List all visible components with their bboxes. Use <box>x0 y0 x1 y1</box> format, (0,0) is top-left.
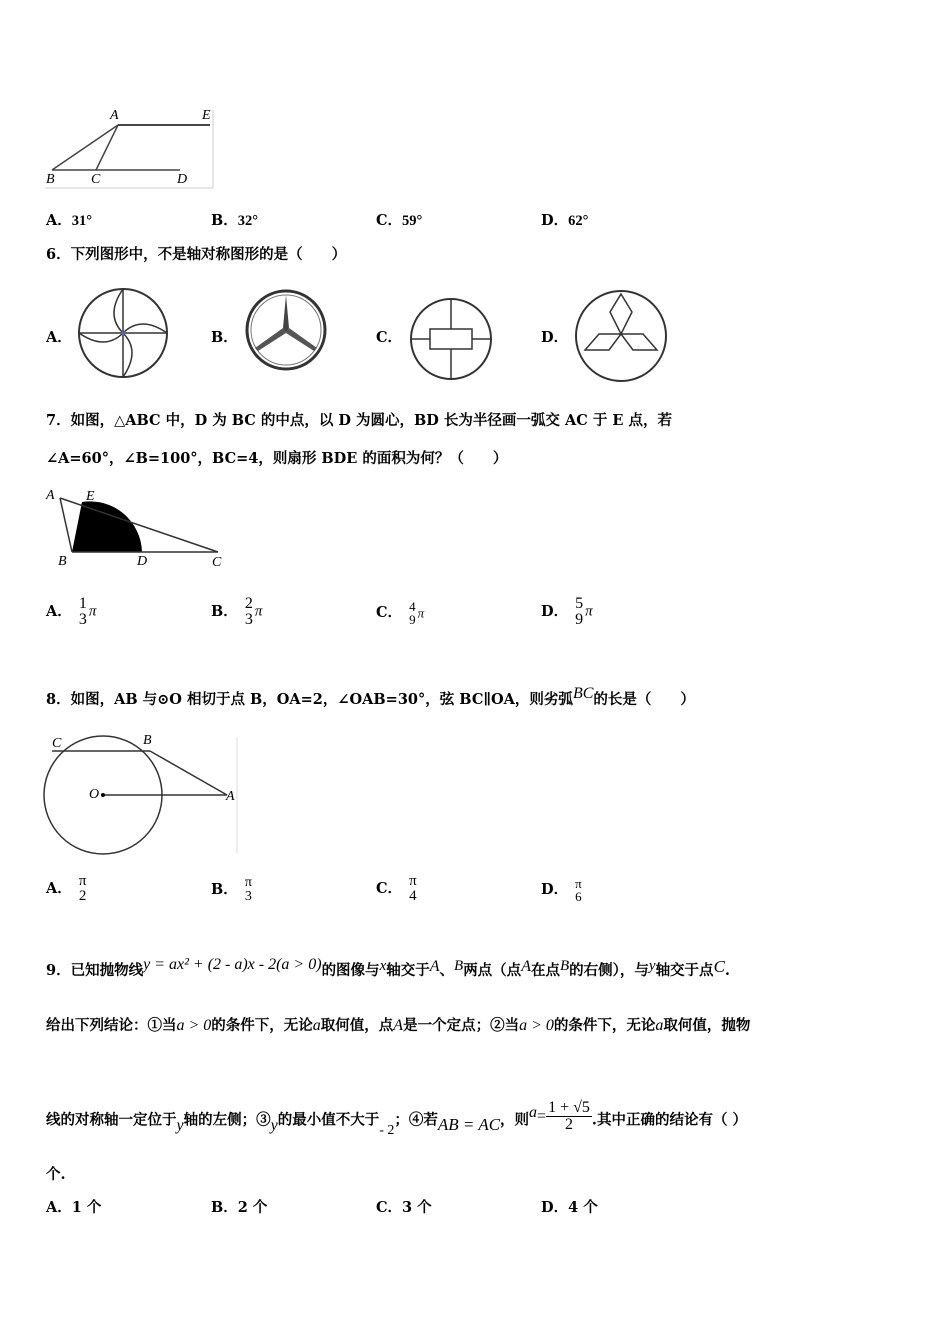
math-var: y <box>648 958 656 974</box>
q5-label-b: B <box>46 172 55 187</box>
fraction <box>243 876 254 904</box>
fraction <box>573 877 584 903</box>
q7-label-e: E <box>86 489 95 504</box>
option-text: 3 个 <box>402 1199 432 1216</box>
math-var: x <box>379 958 387 974</box>
q7-option-d[interactable] <box>541 596 593 628</box>
q6-figure-a-pinwheel[interactable] <box>75 285 171 381</box>
q7-label-b: B <box>58 554 67 569</box>
option-letter: D． <box>541 1199 569 1216</box>
option-text: 62° <box>568 213 589 229</box>
option-text: 1 个 <box>71 1199 102 1216</box>
option-letter: A． <box>46 602 72 620</box>
text: .其中正确的结论有（ ） <box>591 1111 747 1129</box>
frac-num: π <box>244 875 252 890</box>
fraction <box>77 596 89 628</box>
math-expr: - 2 <box>379 1122 395 1138</box>
q9-option-d[interactable] <box>541 1201 598 1216</box>
fraction <box>546 1100 592 1133</box>
option-letter: B． <box>211 880 238 898</box>
q7-option-a[interactable] <box>46 596 96 628</box>
text: ，则 <box>500 1111 530 1129</box>
q6-figure-b-star[interactable] <box>244 288 328 372</box>
q9-line4: 个. <box>46 1166 66 1183</box>
q6-figure-c-circle-rect[interactable] <box>408 296 494 382</box>
text: 、 <box>439 962 455 979</box>
q5-label-c: C <box>91 172 101 187</box>
option-letter: D． <box>541 880 569 898</box>
q5-option-c[interactable] <box>376 214 422 229</box>
option-letter: C． <box>376 1199 403 1216</box>
q8-arc-bc: BC <box>572 685 594 702</box>
pi-symbol: π <box>417 605 425 621</box>
frac-den: 3 <box>244 889 252 904</box>
math-var: y <box>176 1116 184 1134</box>
q6-stem: 6．下列图形中，不是轴对称图形的是（ ） <box>46 246 347 263</box>
fraction <box>407 600 418 626</box>
q7-stem-line1: 7．如图，△ABC 中，D 为 BC 的中点，以 D 为圆心，BD 长为半径画一弧交 AC 于 E 点，若 <box>46 412 672 429</box>
fraction <box>573 596 585 628</box>
option-text: 59° <box>402 213 423 229</box>
q6-option-b-letter[interactable]: B． <box>211 329 238 346</box>
option-letter: D． <box>541 602 569 620</box>
math-var: A <box>521 958 531 975</box>
text: 取何值，点 <box>320 1017 394 1034</box>
text: 给出下列结论：①当 <box>46 1017 177 1034</box>
math-expr: = <box>537 1107 547 1125</box>
frac-den: 2 <box>564 1116 573 1133</box>
option-letter: B． <box>211 1199 238 1216</box>
q6-option-d-letter[interactable]: D． <box>541 329 569 346</box>
q6-option-c-letter[interactable]: C． <box>376 329 403 346</box>
fraction <box>77 874 89 904</box>
text: 轴交于点 <box>655 962 714 979</box>
option-text: 4 个 <box>568 1199 598 1216</box>
q9-line2 <box>46 1018 750 1034</box>
text: 取何值，抛物 <box>663 1017 751 1034</box>
option-letter: D． <box>541 212 569 229</box>
option-letter: A． <box>46 879 72 897</box>
q8-label-o: O <box>89 787 100 802</box>
q9-line3 <box>46 1099 747 1138</box>
text: . <box>724 962 730 979</box>
option-text: 2 个 <box>237 1199 268 1216</box>
option-letter: C． <box>376 879 403 897</box>
frac-den: 3 <box>244 611 253 628</box>
frac-den: 6 <box>575 889 582 904</box>
q8-option-d[interactable] <box>541 877 584 903</box>
math-expr: a > 0 <box>176 1017 212 1034</box>
q8-option-c[interactable] <box>376 874 419 904</box>
math-var: a <box>655 1017 664 1034</box>
q5-option-b[interactable] <box>211 214 258 229</box>
text: 在点 <box>530 962 560 979</box>
option-letter: A． <box>46 212 72 229</box>
q6-option-a-letter[interactable]: A． <box>46 329 72 346</box>
text: 两点（点 <box>463 962 522 979</box>
math-var: y <box>270 1116 278 1134</box>
pi-symbol: π <box>88 603 97 620</box>
q7-option-b[interactable] <box>211 596 262 628</box>
math-var: B <box>559 958 570 974</box>
frac-num: 2 <box>244 595 253 612</box>
q9-option-a[interactable] <box>46 1201 101 1216</box>
text: 轴交于 <box>386 962 430 979</box>
pi-symbol: π <box>254 603 263 620</box>
frac-num: π <box>78 873 87 889</box>
q7-label-c: C <box>212 555 222 570</box>
math-var: a <box>312 1017 321 1034</box>
q9-option-c[interactable] <box>376 1201 432 1216</box>
q8-option-b[interactable] <box>211 876 254 904</box>
fraction <box>407 874 419 904</box>
text: 线的对称轴一定位于 <box>46 1111 177 1129</box>
q7-stem-line2: ∠A=60°，∠B=100°，BC=4，则扇形 BDE 的面积为何？（ ） <box>46 450 508 467</box>
q5-label-a: A <box>110 108 119 123</box>
q8-stem <box>46 685 695 708</box>
q9-line1 <box>46 956 730 979</box>
q7-option-c[interactable] <box>376 600 424 626</box>
math-var: C <box>713 957 725 976</box>
option-letter: B． <box>211 602 238 620</box>
option-letter: B． <box>211 212 238 229</box>
q8-label-c: C <box>52 736 62 751</box>
q7-label-a: A <box>46 488 55 503</box>
q5-diagram <box>40 105 220 195</box>
q8-option-a[interactable] <box>46 874 88 904</box>
q8-stem-post: 的长是（ ） <box>593 691 695 708</box>
math-var: a <box>529 1103 538 1121</box>
q8-label-b: B <box>143 733 152 748</box>
pi-symbol: π <box>585 603 593 620</box>
q6-figure-d-diamonds[interactable] <box>573 288 669 384</box>
math-expr: AB = AC <box>437 1114 501 1134</box>
option-letter: A． <box>46 1199 72 1216</box>
q8-label-a: A <box>226 789 235 804</box>
math-var: B <box>454 958 464 974</box>
frac-num: 1 + √5 <box>548 1099 590 1116</box>
q5-label-d: D <box>177 172 188 187</box>
text: 的图像与 <box>321 962 380 979</box>
frac-den: 3 <box>78 611 87 628</box>
frac-den: 9 <box>575 611 584 628</box>
text: 的条件下，无论 <box>211 1017 313 1034</box>
text: 9．已知抛物线 <box>46 962 144 979</box>
frac-num: 5 <box>575 595 584 612</box>
frac-den: 4 <box>409 888 417 904</box>
text: 是一个定点；②当 <box>403 1017 520 1034</box>
frac-num: π <box>409 873 417 889</box>
q5-option-a[interactable] <box>46 214 92 229</box>
fraction <box>243 596 255 628</box>
text: 轴的左侧；③ <box>183 1111 271 1129</box>
text: 的右侧），与 <box>569 962 649 979</box>
q9-option-b[interactable] <box>211 1201 267 1216</box>
math-var: A <box>429 958 440 975</box>
frac-num: π <box>575 876 582 891</box>
q8-stem-pre: 8．如图，AB 与⊙O 相切于点 B，OA=2，∠OAB=30°，弦 BC∥OA，则劣弧 <box>46 691 573 708</box>
q5-label-e: E <box>202 108 211 123</box>
option-letter: C． <box>376 212 403 229</box>
math-expr: a > 0 <box>519 1017 554 1034</box>
text: 的条件下，无论 <box>553 1017 656 1034</box>
math-var: A <box>393 1017 404 1034</box>
option-text: 31° <box>71 213 93 229</box>
frac-den: 9 <box>409 612 416 627</box>
q7-label-d: D <box>137 554 148 569</box>
q9-parabola-formula: y = ax² + (2 - a)x - 2(a > 0) <box>143 956 322 973</box>
text: ；④若 <box>394 1111 438 1129</box>
option-text: 32° <box>237 213 259 229</box>
frac-den: 2 <box>78 888 87 904</box>
frac-num: 1 <box>78 595 87 612</box>
q8-diagram <box>40 735 240 860</box>
q5-option-d[interactable] <box>541 214 588 229</box>
option-letter: C． <box>376 603 403 621</box>
frac-num: 4 <box>409 599 416 614</box>
text: 的最小值不大于 <box>277 1111 380 1129</box>
